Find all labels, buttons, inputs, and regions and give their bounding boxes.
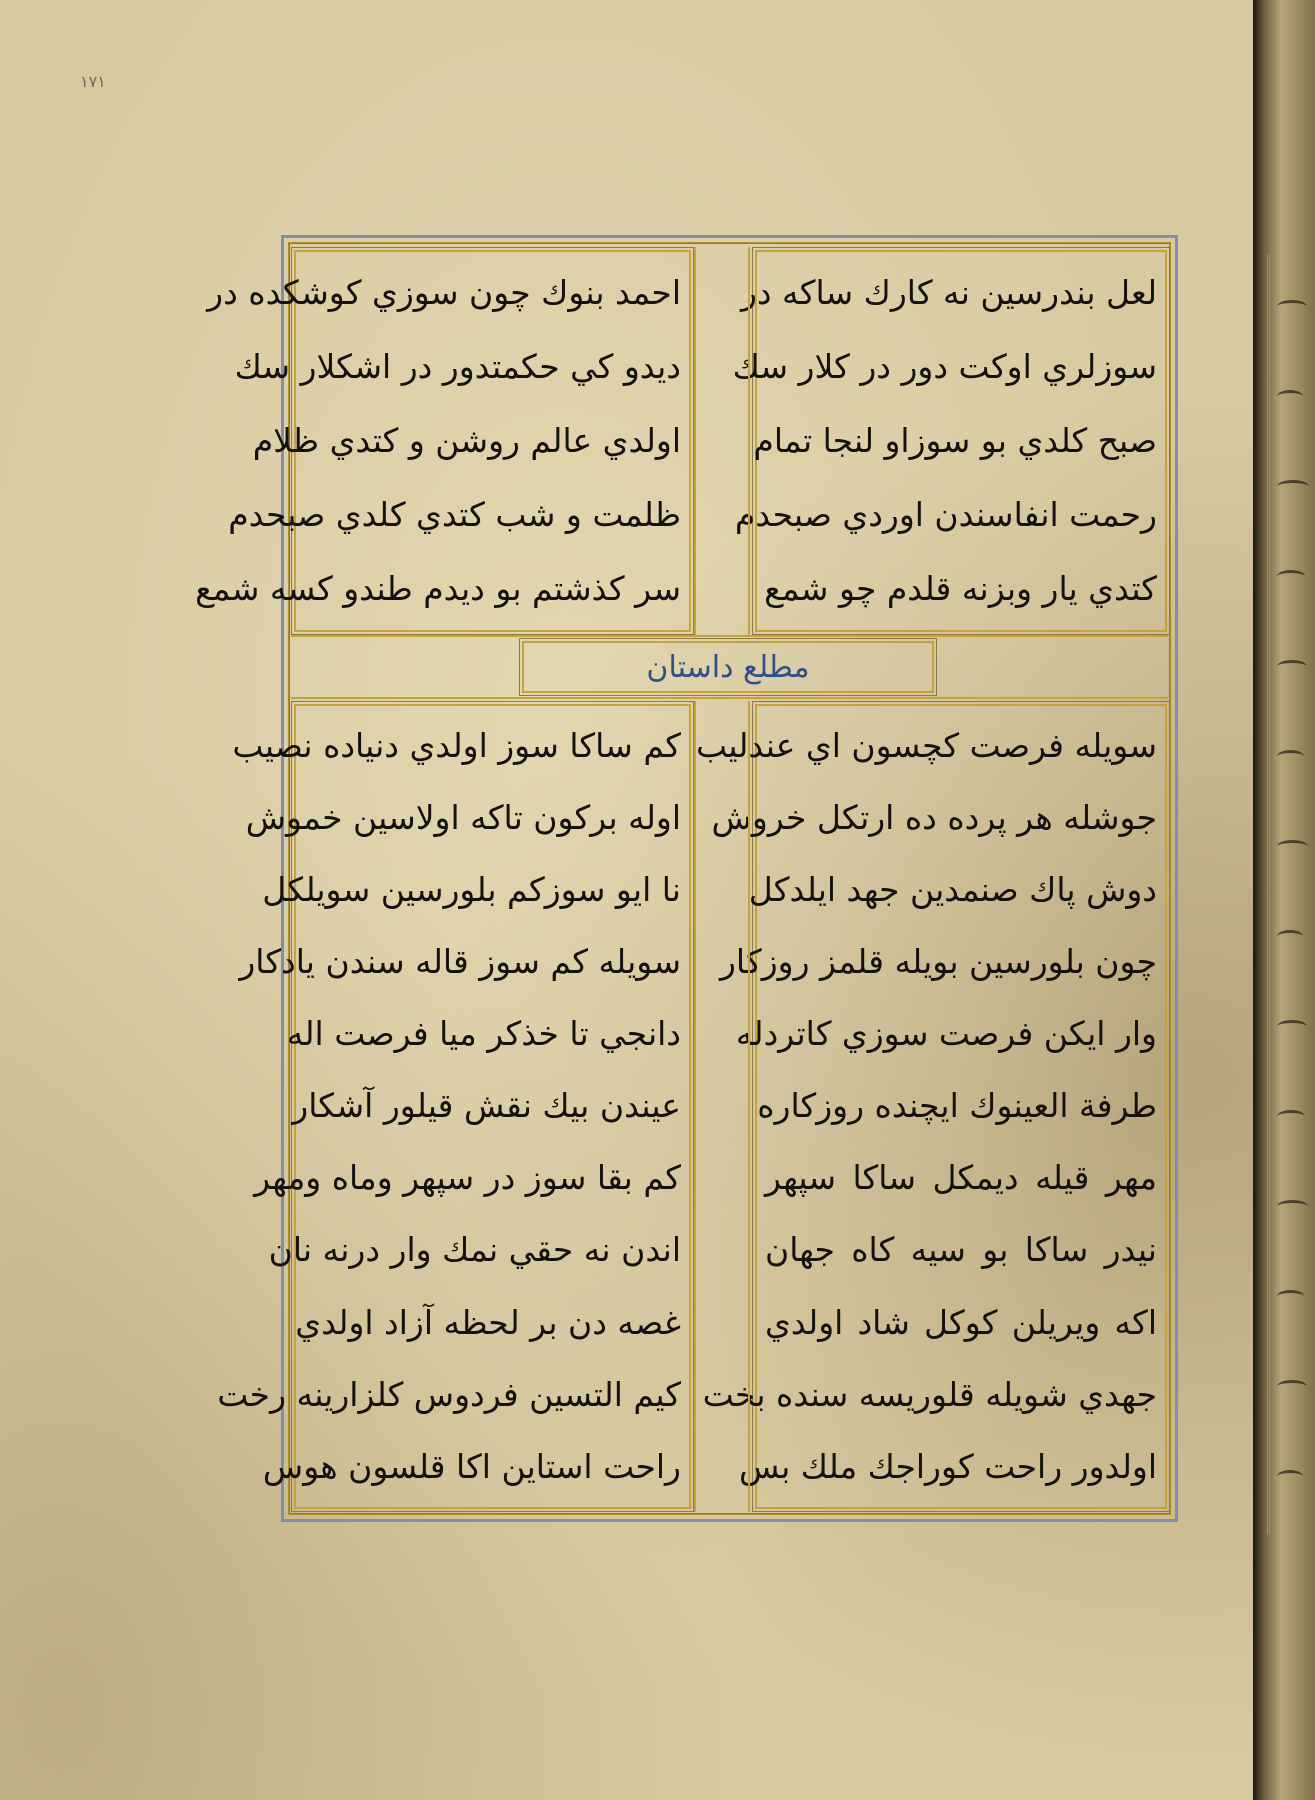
verse-line: احمد بنوك چون سوزي كوشكده در xyxy=(207,272,681,312)
lower-left-column xyxy=(217,701,694,1512)
verse-line: اكه ويريلن كوكل شاد اولدي xyxy=(765,1302,1157,1342)
facing-page-text xyxy=(1277,1110,1305,1123)
section-heading: مطلع داستان xyxy=(646,649,810,685)
facing-page-frame xyxy=(1267,255,1314,1535)
verse-line: راحت استاين اكا قلسون هوس xyxy=(262,1446,681,1486)
verse-line: كم بقا سوز در سپهر وماه ومهر xyxy=(254,1158,681,1198)
verse-line: ديدو كي حكمتدور در اشكلار سك xyxy=(234,346,681,386)
facing-page-text xyxy=(1277,1380,1307,1393)
facing-page-text xyxy=(1277,480,1309,493)
column-gutter xyxy=(694,701,750,1512)
heading-cartouche xyxy=(522,641,934,693)
verse-line: وار ايكن فرصت سوزي كاتردله xyxy=(735,1014,1157,1054)
verse-line: لعل بندرسين نه كارك ساكه در xyxy=(740,272,1157,312)
facing-page-text xyxy=(1277,390,1303,403)
verse-line: نا ايو سوزكم بلورسين سويلكل xyxy=(262,870,681,910)
facing-page-text xyxy=(1277,570,1305,583)
facing-page-text xyxy=(1277,1200,1308,1213)
verse-line: مهر قيله ديمكل ساكا سپهر xyxy=(765,1158,1157,1198)
facing-page-edge xyxy=(1253,0,1315,1800)
upper-left-column xyxy=(195,247,694,635)
verse-line: اولدور راحت كوراجك ملك بس xyxy=(739,1446,1157,1486)
facing-page-text xyxy=(1277,840,1308,853)
verse-line: جهدي شويله قلوريسه سنده بخت xyxy=(702,1374,1157,1414)
verse-line: نيدر ساكا بو سيه كاه جهان xyxy=(765,1230,1157,1270)
facing-page-text xyxy=(1277,1470,1303,1483)
verse-line: رحمت انفاسندن اوردي صبحدم xyxy=(734,494,1157,534)
verse-line: سوزلري اوكت دور در كلار سك xyxy=(732,346,1157,386)
verse-line: سويله كم سوز قاله سندن يادكار xyxy=(239,942,681,982)
verse-line: كيم التسين فردوس كلزارينه رخت xyxy=(217,1374,681,1414)
verse-line: جوشله هر پرده ده ارتكل خروش xyxy=(711,797,1157,837)
verse-line: عيندن بيك نقش قيلور آشكار xyxy=(292,1086,681,1126)
verse-line: اندن نه حقي نمك وار درنه نان xyxy=(268,1230,681,1270)
lower-right-column xyxy=(696,701,1170,1512)
verse-line: دانجي تا خذكر ميا فرصت اله xyxy=(286,1014,681,1054)
facing-page-text xyxy=(1277,1020,1307,1033)
verse-line: دوش پاك صنمدين جهد ايلدكل xyxy=(748,870,1157,910)
verse-line: كم ساكا سوز اولدي دنياده نصيب xyxy=(232,725,681,765)
verse-line: چون بلورسين بويله قلمز روزكار xyxy=(720,942,1157,982)
verse-line: اولدي عالم روشن و كتدي ظلام xyxy=(252,420,681,460)
upper-right-column xyxy=(732,247,1170,635)
verse-line: اوله بركون تاكه اولاسين خموش xyxy=(245,797,681,837)
verse-line: سر كذشتم بو ديدم طندو كسه شمع xyxy=(195,568,681,608)
verse-line: طرفة العينوك ايچنده روزكاره xyxy=(757,1086,1157,1126)
column-gutter xyxy=(694,247,750,635)
verse-line: ظلمت و شب كتدي كلدي صبحدم xyxy=(228,494,681,534)
verse-line: غصه دن بر لحظه آزاد اولدي xyxy=(295,1302,681,1342)
facing-page-text xyxy=(1277,930,1303,943)
verse-line: سويله فرصت كچسون اي عندليب xyxy=(696,725,1157,765)
facing-page-text xyxy=(1277,660,1307,673)
verse-line: صبح كلدي بو سوزاو لنجا تمام xyxy=(753,420,1157,460)
verse-line: كتدي يار وبزنه قلدم چو شمع xyxy=(764,568,1157,608)
folio-number: ١٧١ xyxy=(80,72,106,91)
facing-page-text xyxy=(1277,300,1307,313)
facing-page-text xyxy=(1277,1290,1304,1303)
facing-page-text xyxy=(1277,750,1304,763)
